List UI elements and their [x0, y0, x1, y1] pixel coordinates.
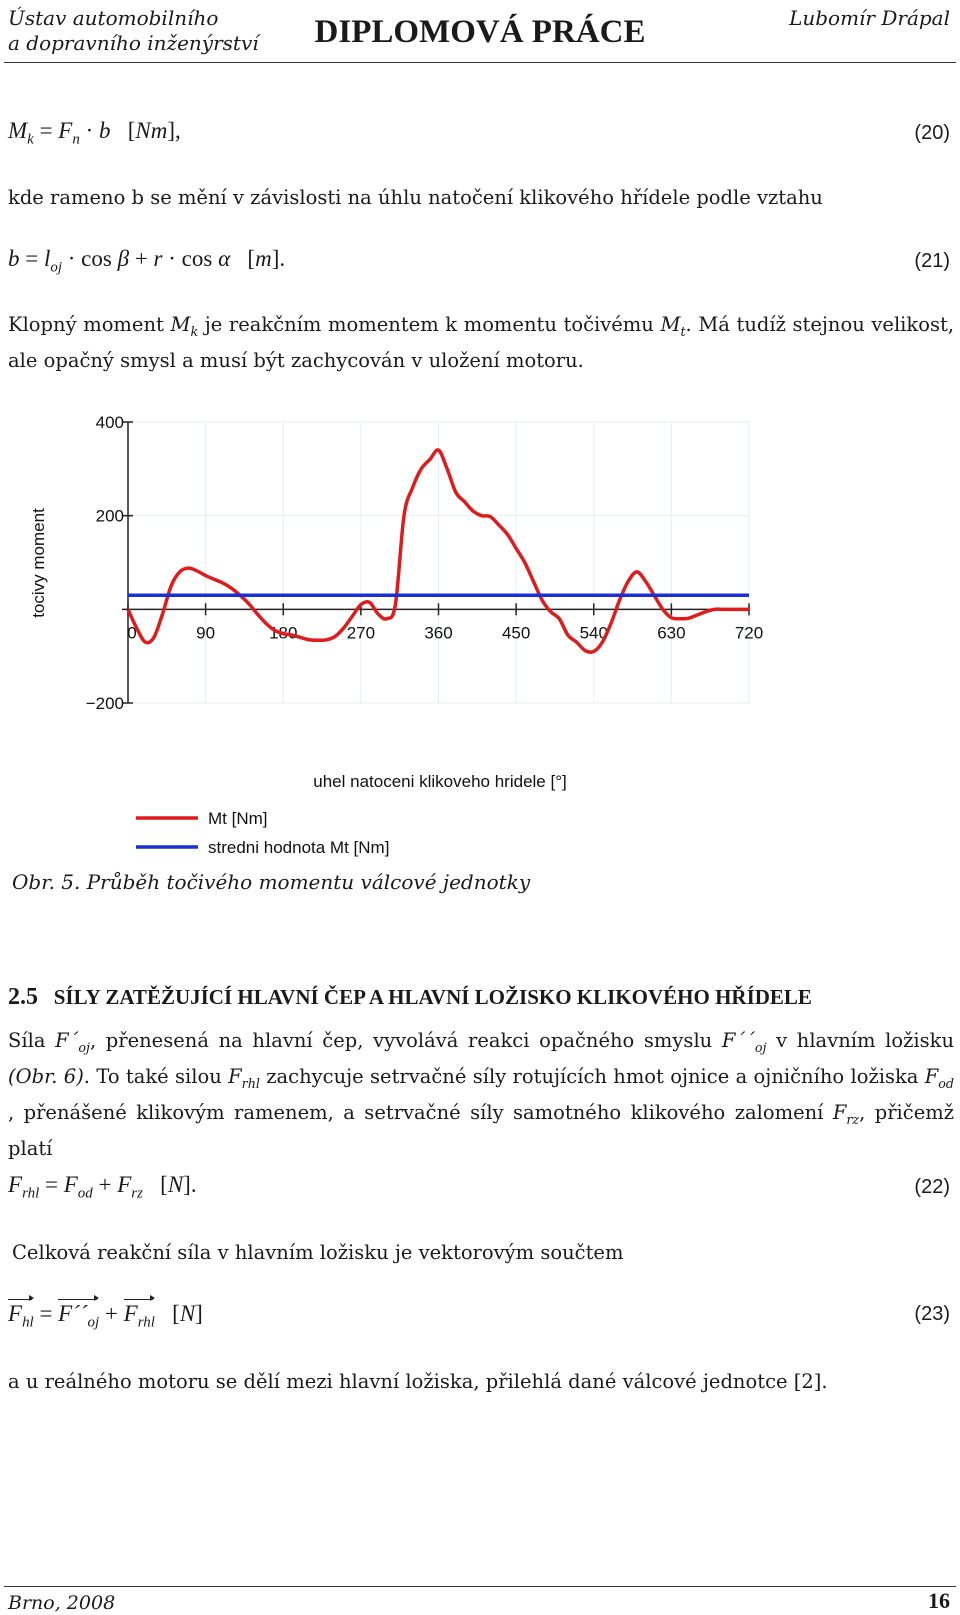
equation-23: $F_{hl}$ = $F´´_{oj} + F_{rhl}$ [N] [8, 1301, 203, 1331]
footer-place-year: Brno, 2008 [8, 1592, 116, 1614]
chart-tick-labels [86, 413, 763, 713]
header-rule [4, 62, 956, 63]
chart-axes [122, 422, 749, 703]
legend-label: stredni hodnota Mt [Nm] [208, 838, 390, 857]
equation-20: $M_k = F_n \cdot b$ [Nm], [8, 118, 181, 148]
y-tick-label: 400 [95, 413, 124, 432]
x-tick-label: 720 [734, 623, 764, 643]
x-tick-label: 450 [501, 623, 531, 643]
equation-21-number: (21) [914, 250, 950, 272]
paragraph-rameno: kde rameno b se mění v závislosti na úhlu natočení klikového hřídele podle vztahu [8, 186, 823, 209]
x-tick-label: 0 [127, 623, 137, 643]
equation-23-number: (23) [914, 1303, 950, 1325]
section-title: SÍLY ZATĚŽUJÍCÍ HLAVNÍ ČEP A HLAVNÍ LOŽISKO KLIKOVÉHO HŘÍDELE [53, 985, 812, 1009]
chart-grid [128, 422, 749, 703]
y-tick-label: −200 [85, 694, 124, 713]
y-tick-label: 200 [95, 506, 124, 526]
x-tick-label: 180 [269, 623, 298, 643]
header-author: Lubomír Drápal [789, 6, 950, 30]
section-heading [8, 984, 812, 1011]
figure-caption: Obr. 5. Průběh točivého momentu válcové jednotky [12, 870, 531, 894]
header-institute-line1: Ústav automobilního [8, 6, 219, 30]
paragraph-sila: Síla $F´_{oj}$, přenesená na hlavní čep, vyvolává reakci opačného smyslu $F´´_{oj}$ v hlavním ložisku (Obr. 6). To také silou $F_{rhl}$ zachycuje setrvačné síly rotujících hmot ojnice a ojničního ložiska $F_{od}$ , přenášené klikovým ramenem, a setrvačné síly samotného klikového zalomení $F_{rz}$, přičemž platí [8, 1029, 955, 1160]
equation-21: $b = l_{oj} \cdot \cos \beta + r \cdot \cos \alpha$ [m]. [8, 246, 286, 276]
equation-20-number: (20) [914, 122, 950, 144]
header-institute-line2: a dopravního inženýrství [8, 31, 259, 55]
paragraph-realny-motor: a u reálného motoru se dělí mezi hlavní ložiska, přilehlá dané válcové jednotce [2]. [8, 1370, 828, 1393]
chart-legend [136, 809, 389, 857]
y-axis-label: tocivy moment [29, 508, 48, 618]
header-title: DIPLOMOVÁ PRÁCE [314, 14, 646, 50]
x-tick-label: 540 [579, 623, 608, 643]
x-axis-label: uhel natoceni klikoveho hridele [°] [313, 772, 567, 791]
footer-page-number: 16 [928, 1588, 950, 1613]
footer-rule [4, 1586, 956, 1587]
x-tick-label: 270 [346, 623, 376, 643]
torque-chart [0, 395, 960, 875]
equation-22: $F_{rhl} = F_{od} + F_{rz}$ [N]. [8, 1172, 197, 1202]
section-number: 2.5 [8, 984, 38, 1010]
x-tick-label: 90 [196, 623, 216, 643]
paragraph-klopny-moment: Klopný moment $M_k$ je reakčním momentem k momentu točivému $M_t$. Má tudíž stejnou velikost, ale opačný smysl a musí být zachycován v uložení motoru. [8, 313, 955, 372]
x-tick-label: 630 [657, 623, 686, 643]
legend-label: Mt [Nm] [208, 809, 268, 828]
x-tick-label: 360 [424, 623, 453, 643]
paragraph-celkova: Celková reakční síla v hlavním ložisku je vektorovým součtem [12, 1241, 624, 1264]
equation-22-number: (22) [914, 1176, 950, 1198]
